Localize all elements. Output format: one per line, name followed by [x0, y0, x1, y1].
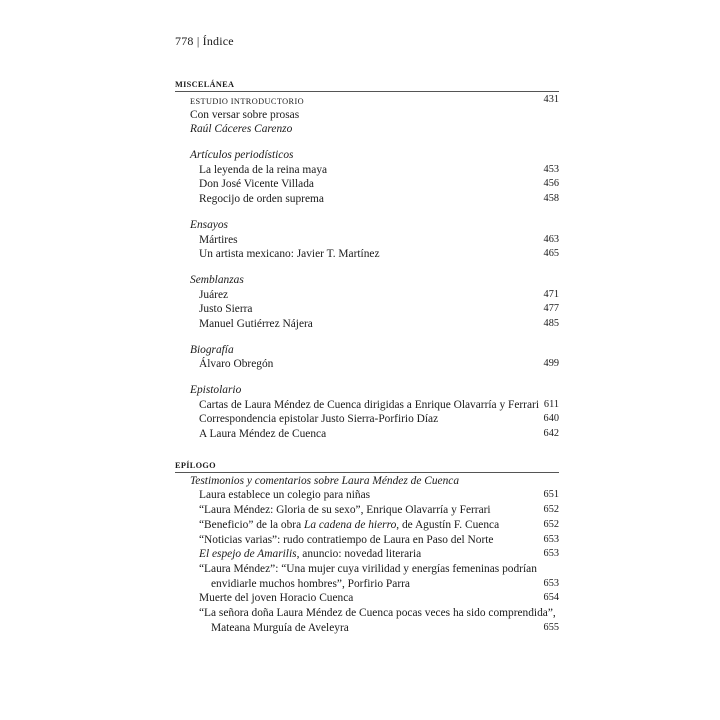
part-label-epilogo: EPÍLOGO: [175, 460, 216, 470]
entry-title: “Laura Méndez”: “Una mujer cuya virilidad y energías femeninas podrían: [199, 562, 537, 575]
entry-page: 456: [543, 178, 559, 190]
header-separator: |: [196, 34, 200, 48]
index-entry: [175, 488, 559, 503]
index-entry: [175, 122, 559, 137]
entry-title: A Laura Méndez de Cuenca: [199, 428, 327, 441]
entry-title: Don José Vicente Villada: [199, 178, 314, 191]
section-title: Testimonios y comentarios sobre Laura Méndez de Cuenca: [190, 474, 460, 487]
section-title: Epistolario: [190, 384, 242, 396]
entry-page: 652: [543, 518, 559, 530]
entry-title: Juárez: [199, 288, 229, 301]
part-label-miscelanea: MISCELÁNEA: [175, 80, 235, 89]
index-entry: [175, 427, 559, 442]
index-entry: [175, 177, 559, 192]
index-entry: [175, 533, 559, 548]
entry-page: 653: [543, 548, 559, 560]
entry-page: 499: [543, 358, 559, 370]
entry-page: 654: [543, 592, 559, 604]
entry-title: Muerte del joven Horacio Cuenca: [199, 592, 354, 605]
entry-title: El espejo de Amarilis, anuncio: novedad literaria: [199, 548, 422, 561]
entry-page: 465: [543, 248, 559, 260]
entry-title: Regocijo de orden suprema: [199, 193, 324, 206]
section-heading: [175, 474, 559, 489]
entry-page: 653: [543, 533, 559, 545]
index-entry: [175, 288, 559, 303]
entry-page: 477: [543, 303, 559, 315]
entry-page: 485: [543, 317, 559, 329]
entry-title: “Beneficio” de la obra La cadena de hierro, de Agustín F. Cuenca: [199, 518, 500, 531]
index-entry: [175, 302, 559, 317]
entry-page: 453: [543, 163, 559, 175]
index-entry: [175, 93, 559, 108]
entry-title: Con versar sobre prosas: [190, 108, 300, 121]
entry-page: 655: [543, 621, 559, 633]
entry-title: Laura establece un colegio para niñas: [199, 489, 371, 502]
entry-title: Correspondencia epistolar Justo Sierra-Porfirio Díaz: [199, 413, 439, 426]
index-entry: [175, 108, 559, 123]
index-entry: [175, 503, 559, 518]
section-heading: [175, 148, 559, 163]
entry-page: 471: [543, 288, 559, 300]
section-title: Ensayos: [190, 218, 228, 231]
index-entry: [175, 317, 559, 332]
index-entry: [175, 398, 559, 413]
entry-author: Raúl Cáceres Carenzo: [190, 123, 293, 136]
entry-title: Mateana Murguía de Aveleyra: [211, 621, 349, 634]
index-entry: [175, 562, 559, 577]
entry-page: 642: [543, 428, 559, 440]
section-title: Artículos periodísticos: [190, 149, 294, 162]
entry-page: 458: [543, 193, 559, 205]
header-page-number: 778: [175, 34, 194, 48]
index-content: [175, 80, 559, 635]
index-entry: [175, 233, 559, 248]
section-title: Semblanzas: [190, 273, 244, 286]
entry-title: Álvaro Obregón: [199, 358, 274, 371]
section-heading: [175, 383, 559, 398]
section-heading: [175, 343, 559, 358]
entry-page: 652: [543, 504, 559, 516]
entry-title: Un artista mexicano: Javier T. Martínez: [199, 248, 380, 261]
entry-title: Justo Sierra: [199, 303, 253, 316]
running-header: [175, 34, 234, 49]
index-entry: [175, 591, 559, 606]
index-entry-continuation: [175, 621, 559, 636]
section-heading: [175, 218, 559, 233]
divider-rule: [175, 91, 559, 92]
entry-page: 431: [543, 94, 559, 105]
entry-title: envidiarle muchos hombres”, Porfirio Parra: [211, 577, 410, 590]
index-entry-continuation: [175, 577, 559, 592]
entry-page: 653: [543, 577, 559, 589]
entry-page: 651: [543, 489, 559, 501]
divider-rule: [175, 472, 559, 473]
entry-title: “La señora doña Laura Méndez de Cuenca pocas veces ha sido comprendida”,: [199, 606, 556, 619]
index-entry: [175, 412, 559, 427]
entry-title: Cartas de Laura Méndez de Cuenca dirigidas a Enrique Olavarría y Ferrari: [199, 398, 539, 411]
entry-title: “Laura Méndez: Gloria de su sexo”, Enrique Olavarría y Ferrari: [199, 504, 491, 517]
header-title: Índice: [202, 34, 234, 48]
section-title: Biografía: [190, 343, 234, 356]
entry-title: “Noticias varias”: rudo contratiempo de Laura en Paso del Norte: [199, 533, 494, 546]
entry-title: Manuel Gutiérrez Nájera: [199, 317, 313, 330]
entry-title: Mártires: [199, 233, 238, 246]
index-entry: [175, 192, 559, 207]
section-heading: [175, 273, 559, 288]
entry-page: 640: [543, 413, 559, 425]
entry-page: 611: [543, 398, 559, 410]
index-entry: [175, 606, 559, 621]
entry-page: 463: [543, 233, 559, 245]
index-entry: [175, 163, 559, 178]
index-entry: [175, 518, 559, 533]
entry-title: ESTUDIO INTRODUCTORIO: [190, 97, 305, 106]
index-entry: [175, 547, 559, 562]
index-entry: [175, 357, 559, 372]
index-entry: [175, 247, 559, 262]
entry-title: La leyenda de la reina maya: [199, 163, 328, 176]
